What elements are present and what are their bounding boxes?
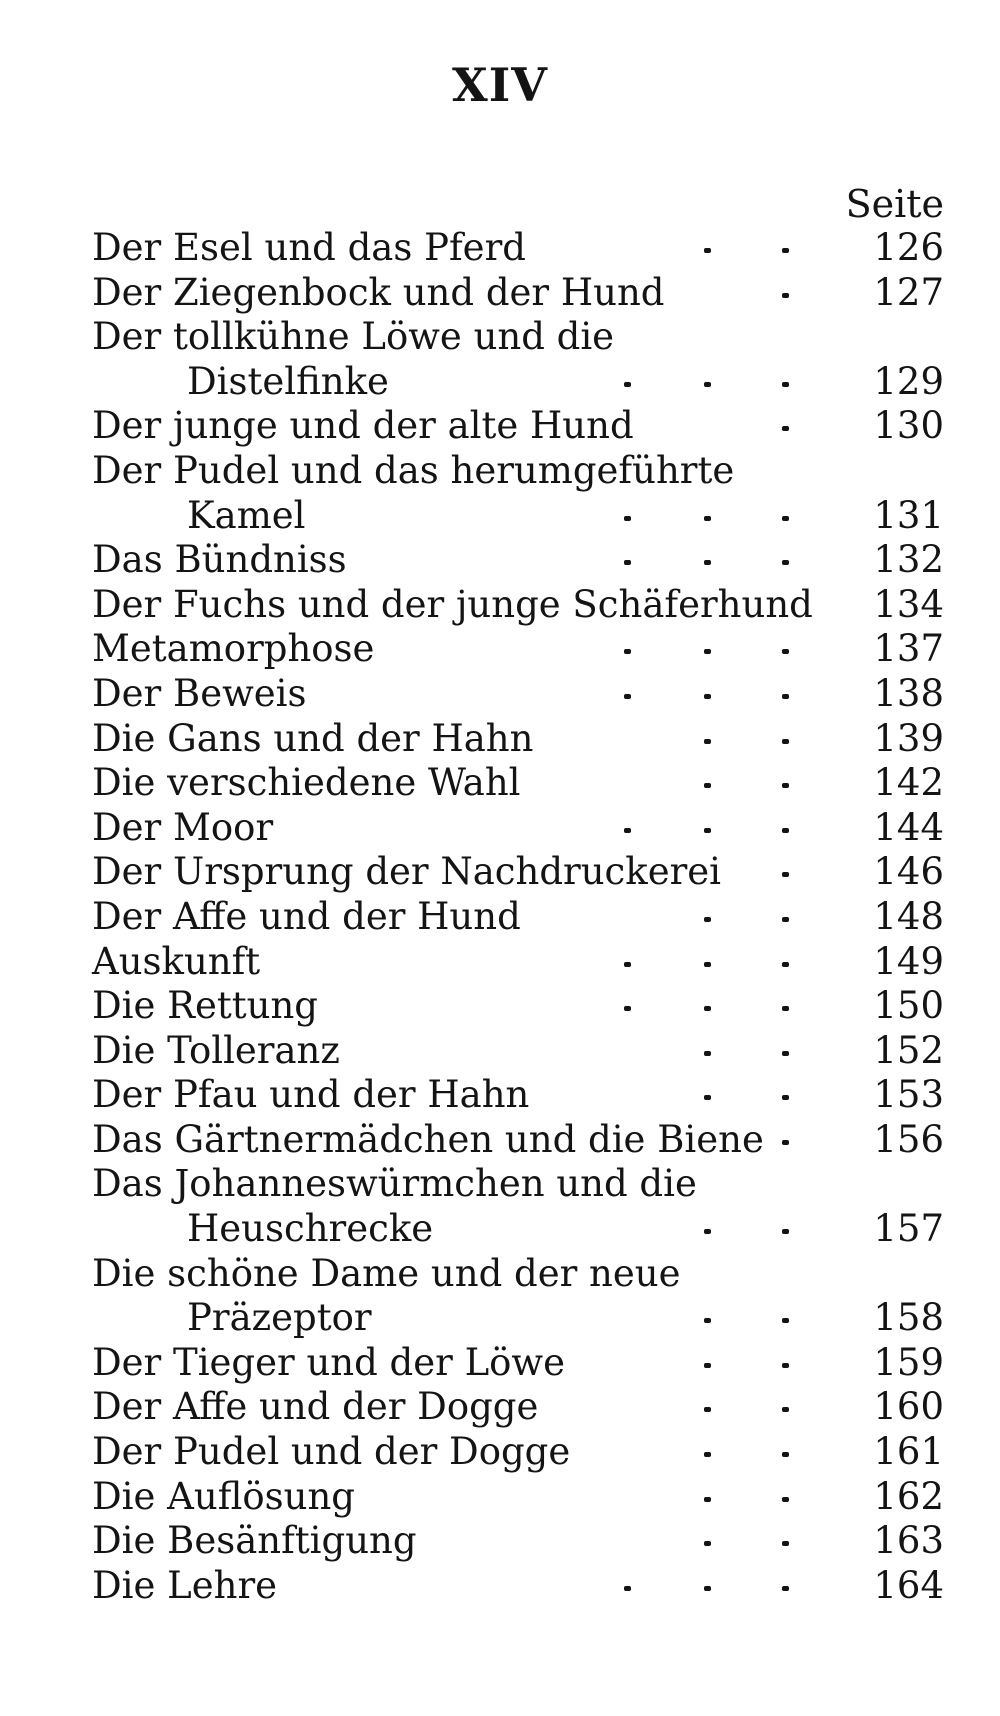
toc-entry (92, 404, 944, 449)
entry-title: Das Gärtnermädchen und die Biene (92, 1117, 764, 1161)
entry-page: 131 (873, 493, 944, 537)
toc-entry-continuation (92, 494, 944, 539)
entry-page: 150 (873, 984, 944, 1028)
entry-title: Der Pudel und das herumgeführte (92, 448, 735, 492)
toc-entry-continuation (92, 1296, 944, 1341)
entry-page: 158 (873, 1296, 944, 1340)
toc-entry (92, 1564, 944, 1609)
toc-entry (92, 226, 944, 271)
entry-title: Heuschrecke (187, 1207, 434, 1251)
entry-page: 146 (873, 850, 944, 894)
page-number: XIV (452, 58, 548, 112)
entry-title: Die Tolleranz (92, 1028, 340, 1072)
entry-page: 159 (873, 1340, 944, 1384)
entry-title: Der junge und der alte Hund (92, 404, 634, 448)
toc-entry (92, 940, 944, 985)
entry-page: 130 (873, 404, 944, 448)
entry-title: Auskunft (92, 939, 261, 983)
toc-entry (92, 1118, 944, 1163)
toc-entry (92, 538, 944, 583)
toc-entry (92, 672, 944, 717)
toc-entry (92, 1252, 944, 1297)
entry-title: Der Pudel und der Dogge (92, 1430, 571, 1474)
entry-title: Der Ziegenbock und der Hund (92, 270, 665, 314)
toc-entry (92, 1341, 944, 1386)
entry-title: Der Moor (92, 805, 274, 849)
entry-title: Die Gans und der Hahn (92, 716, 534, 760)
entry-title: Die Rettung (92, 984, 318, 1028)
entry-page: 160 (873, 1385, 944, 1429)
toc-entry (92, 761, 944, 806)
entry-title: Der Ursprung der Nachdruckerei (92, 850, 722, 894)
entry-page: 129 (873, 359, 944, 403)
toc-entry (92, 806, 944, 851)
entry-title: Der Affe und der Hund (92, 894, 521, 938)
entry-page: 126 (873, 226, 944, 269)
entry-title: Der Affe und der Dogge (92, 1385, 539, 1429)
toc-entry-continuation (92, 360, 944, 405)
entry-page: 144 (873, 805, 944, 849)
toc-entry (92, 315, 944, 360)
entry-title: Der tollkühne Löwe und die (92, 315, 615, 359)
table-of-contents (92, 226, 944, 1608)
toc-entry (92, 717, 944, 762)
entry-title: Kamel (187, 493, 306, 537)
toc-entry (92, 271, 944, 316)
entry-page: 137 (873, 627, 944, 671)
entry-title: Das Bündniss (92, 538, 347, 582)
toc-entry (92, 1430, 944, 1475)
entry-title: Die schöne Dame und der neue (92, 1251, 681, 1295)
toc-entry (92, 1519, 944, 1564)
toc-entry (92, 1162, 944, 1207)
entry-page: 162 (873, 1474, 944, 1518)
entry-title: Der Pfau und der Hahn (92, 1073, 530, 1117)
entry-page: 149 (873, 939, 944, 983)
entry-page: 142 (873, 761, 944, 805)
entry-page: 153 (873, 1073, 944, 1117)
entry-title: Die Auflösung (92, 1474, 355, 1518)
entry-page: 164 (873, 1563, 944, 1607)
entry-title: Die Lehre (92, 1563, 278, 1607)
entry-title: Der Tieger und der Löwe (92, 1340, 565, 1384)
toc-entry (92, 1385, 944, 1430)
toc-entry (92, 984, 944, 1029)
toc-entry (92, 1475, 944, 1520)
entry-page: 156 (873, 1117, 944, 1161)
entry-title: Die Besänftigung (92, 1519, 417, 1563)
toc-entry (92, 583, 944, 628)
entry-title: Der Esel und das Pferd (92, 226, 526, 269)
entry-title: Distelfinke (187, 359, 389, 403)
entry-page: 148 (873, 894, 944, 938)
entry-title: Der Fuchs und der junge Schäferhund (92, 582, 813, 626)
entry-title: Präzeptor (187, 1296, 372, 1340)
toc-entry (92, 850, 944, 895)
page-column-label: Seite (845, 182, 944, 226)
entry-page: 138 (873, 671, 944, 715)
toc-entry-continuation (92, 1207, 944, 1252)
entry-title: Der Beweis (92, 671, 307, 715)
entry-page: 152 (873, 1028, 944, 1072)
entry-page: 127 (873, 270, 944, 314)
toc-entry (92, 1029, 944, 1074)
entry-page: 163 (873, 1519, 944, 1563)
entry-title: Die verschiedene Wahl (92, 761, 521, 805)
entry-page: 161 (873, 1430, 944, 1474)
entry-page: 139 (873, 716, 944, 760)
entry-page: 132 (873, 538, 944, 582)
entry-page: 157 (873, 1207, 944, 1251)
entry-title: Das Johanneswürmchen und die (92, 1162, 697, 1206)
entry-title: Metamorphose (92, 627, 375, 671)
toc-entry (92, 1073, 944, 1118)
toc-entry (92, 895, 944, 940)
entry-page: 134 (873, 582, 944, 626)
toc-entry (92, 627, 944, 672)
toc-entry (92, 449, 944, 494)
